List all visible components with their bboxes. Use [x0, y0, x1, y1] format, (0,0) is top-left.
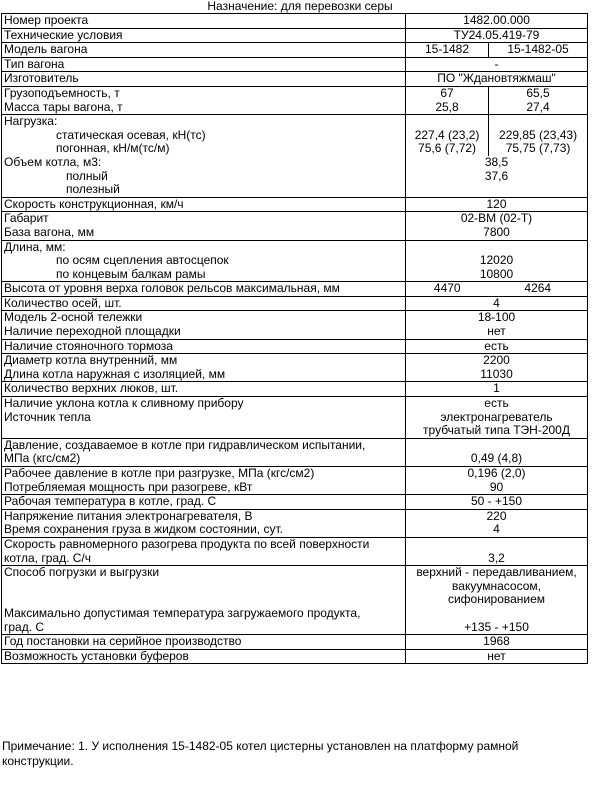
full-volume-label: полный	[66, 168, 108, 183]
end-beams-length-label: по концевым балкам рамы	[56, 266, 206, 281]
linear-load-label: погонная, кН/м(тс/м)	[56, 141, 170, 156]
inner-diameter-label: Диаметр котла внутренний, мм	[4, 353, 178, 368]
max-temp-label-2: град. С	[4, 619, 45, 634]
table-row	[2, 43, 588, 58]
voltage-label: Напряжение питания электронагревателя, В	[4, 509, 253, 523]
capacity-value-b: 65,5	[526, 86, 550, 100]
row-label	[2, 86, 406, 114]
row-value	[406, 240, 588, 282]
row-value	[406, 438, 588, 466]
row-label	[2, 240, 406, 282]
loading-method-value-1: верхний - передавливанием,	[416, 565, 577, 580]
heating-speed-value: 3,2	[488, 550, 505, 565]
row-label: Год постановки на серийное производство	[2, 635, 406, 650]
table-row	[2, 467, 588, 495]
table-row	[2, 311, 588, 339]
row-label: Технические условия	[2, 28, 406, 43]
useful-volume-label: полезный	[66, 182, 120, 197]
test-pressure-label-1: Давление, создаваемое в котле при гидравлическом испытании,	[4, 438, 366, 452]
row-value	[406, 509, 588, 537]
row-label: Скорость конструкционная, км/ч	[2, 197, 406, 212]
row-label	[2, 566, 406, 635]
outer-length-value: 11030	[480, 366, 513, 381]
table-row	[2, 86, 588, 114]
platform-value: нет	[487, 324, 506, 339]
row-label	[2, 311, 406, 339]
work-pressure-value: 0,196 (2,0)	[467, 466, 526, 480]
test-pressure-label-2: МПа (кгс/см2)	[4, 451, 81, 466]
row-label	[2, 115, 406, 198]
row-label: Изготовитель	[2, 72, 406, 87]
row-value: 1	[406, 382, 588, 397]
table-row	[2, 635, 588, 650]
table-row	[2, 438, 588, 466]
loading-method-value-3: сифонированием	[447, 592, 546, 607]
table-row	[2, 537, 588, 565]
row-label	[2, 212, 406, 240]
bogie-model-value: 18-100	[477, 310, 516, 325]
row-label	[2, 509, 406, 537]
tare-mass-label: Масса тары вагона, т	[4, 99, 123, 114]
row-value: ПО "Ждановтяжмаш"	[406, 72, 588, 87]
loading-method-label: Способ погрузки и выгрузки	[4, 565, 160, 580]
footnote: Примечание: 1. У исполнения 15-1482-05 котел цистерны установлен на платформу рамной конструкции.	[2, 739, 519, 768]
heating-speed-label-1: Скорость равномерного разогрева продукта по всей поверхности	[4, 537, 370, 551]
row-value-b: 4264	[489, 282, 588, 297]
row-value	[406, 354, 588, 382]
capacity-label: Грузоподъемность, т	[4, 86, 120, 100]
row-label: Рабочая температура в котле, град. С	[2, 495, 406, 510]
row-label	[2, 438, 406, 466]
liquid-time-label: Время сохранения груза в жидком состоянии, сут.	[4, 522, 283, 537]
slope-value: есть	[484, 396, 509, 411]
row-value-b: 15-1482-05	[489, 43, 588, 58]
length-label: Длина, мм:	[4, 240, 66, 254]
table-row	[2, 212, 588, 240]
document-title: Назначение: для перевозки серы	[207, 0, 393, 13]
heat-source-label: Источник тепла	[4, 409, 91, 424]
row-value-a: 15-1482	[406, 43, 489, 58]
row-value	[406, 467, 588, 495]
row-label: Количество осей, шт.	[2, 296, 406, 311]
inner-diameter-value: 2200	[483, 353, 510, 368]
row-label: Модель вагона	[2, 43, 406, 58]
table-row	[2, 566, 588, 635]
gauge-value: 02-ВМ (02-Т)	[460, 211, 533, 226]
heating-speed-label-2: котла, град. С/ч	[4, 550, 92, 565]
loading-method-value-2: вакуумнасосом,	[452, 578, 541, 593]
table-row	[2, 382, 588, 397]
couplers-length-value: 12020	[479, 253, 514, 268]
row-value: 120	[406, 197, 588, 212]
table-row	[2, 339, 588, 354]
table-row	[2, 282, 588, 297]
voltage-value: 220	[486, 509, 507, 523]
table-row	[2, 57, 588, 72]
row-label	[2, 354, 406, 382]
load-values	[406, 115, 588, 198]
row-value	[406, 566, 588, 635]
row-label: Высота от уровня верха головок рельсов максимальная, мм	[2, 282, 406, 297]
table-row	[2, 240, 588, 282]
max-temp-label-1: Максимально допустимая температура загружаемого продукта,	[4, 605, 361, 620]
table-row	[2, 354, 588, 382]
end-beams-length-value: 10800	[479, 266, 514, 281]
table-row	[2, 197, 588, 212]
row-value: нет	[406, 649, 588, 664]
row-value	[406, 537, 588, 565]
row-label: Номер проекта	[2, 14, 406, 29]
row-value: 1482.00.000	[406, 14, 588, 29]
row-value	[406, 212, 588, 240]
table-row	[2, 72, 588, 87]
table-row	[2, 14, 588, 29]
static-axial-value-a: 227,4 (23,2)	[414, 127, 480, 142]
static-axial-value-b: 229,85 (23,43)	[499, 127, 578, 142]
max-temp-value: +135 - +150	[464, 619, 529, 634]
row-value	[406, 311, 588, 339]
row-value: есть	[406, 339, 588, 354]
row-label	[2, 467, 406, 495]
specification-table	[1, 13, 588, 664]
table-row	[2, 296, 588, 311]
boiler-volume-label: Объем котла, м3:	[4, 154, 102, 169]
table-row	[2, 495, 588, 510]
tare-mass-value-b: 27,4	[526, 99, 550, 114]
row-value-a: 4470	[406, 282, 489, 297]
table-row	[2, 28, 588, 43]
row-label	[2, 537, 406, 565]
row-value-b	[489, 86, 588, 114]
row-value: -	[406, 57, 588, 72]
platform-label: Наличие переходной площадки	[4, 324, 181, 339]
row-value: 4	[406, 296, 588, 311]
linear-value-a: 75,6 (7,72)	[418, 141, 477, 156]
gauge-label: Габарит	[4, 211, 49, 226]
static-axial-label: статическая осевая, кН(тс)	[56, 127, 206, 142]
slope-label: Наличие уклона котла к сливному прибору	[4, 396, 244, 411]
table-row	[2, 115, 588, 198]
load-label: Нагрузка:	[4, 114, 58, 129]
wagon-base-value: 7800	[483, 224, 510, 239]
row-label: Возможность установки буферов	[2, 649, 406, 664]
tare-mass-value-a: 25,8	[435, 99, 459, 114]
table-row	[2, 649, 588, 664]
row-label: Наличие стояночного тормоза	[2, 339, 406, 354]
row-label	[2, 397, 406, 439]
row-value: ТУ24.05.419-79	[406, 28, 588, 43]
linear-value-b: 75,75 (7,73)	[505, 141, 571, 156]
table-row	[2, 509, 588, 537]
row-label: Тип вагона	[2, 57, 406, 72]
work-pressure-label: Рабочее давление в котле при разгрузке, МПа (кгс/см2)	[4, 466, 315, 480]
useful-volume-value: 37,6	[484, 168, 509, 183]
heat-source-value-2: трубчатый типа ТЭН-200Д	[423, 423, 570, 438]
bogie-model-label: Модель 2-осной тележки	[4, 310, 143, 325]
heat-source-value-1: электронагреватель	[440, 409, 553, 424]
capacity-value-a: 67	[440, 86, 454, 100]
row-value: 50 - +150	[406, 495, 588, 510]
power-value: 90	[489, 479, 504, 494]
row-label: Количество верхних люков, шт.	[2, 382, 406, 397]
couplers-length-label: по осям сцепления автосцепок	[56, 253, 229, 268]
row-value: 1968	[406, 635, 588, 650]
power-label: Потребляемая мощность при разогреве, кВт	[4, 479, 253, 494]
outer-length-label: Длина котла наружная с изоляцией, мм	[4, 366, 226, 381]
full-volume-value: 38,5	[484, 154, 509, 169]
liquid-time-value: 4	[493, 522, 500, 537]
wagon-base-label: База вагона, мм	[4, 224, 95, 239]
test-pressure-value: 0,49 (4,8)	[470, 451, 523, 466]
table-row	[2, 397, 588, 439]
row-value-a	[406, 86, 489, 114]
row-value	[406, 397, 588, 439]
